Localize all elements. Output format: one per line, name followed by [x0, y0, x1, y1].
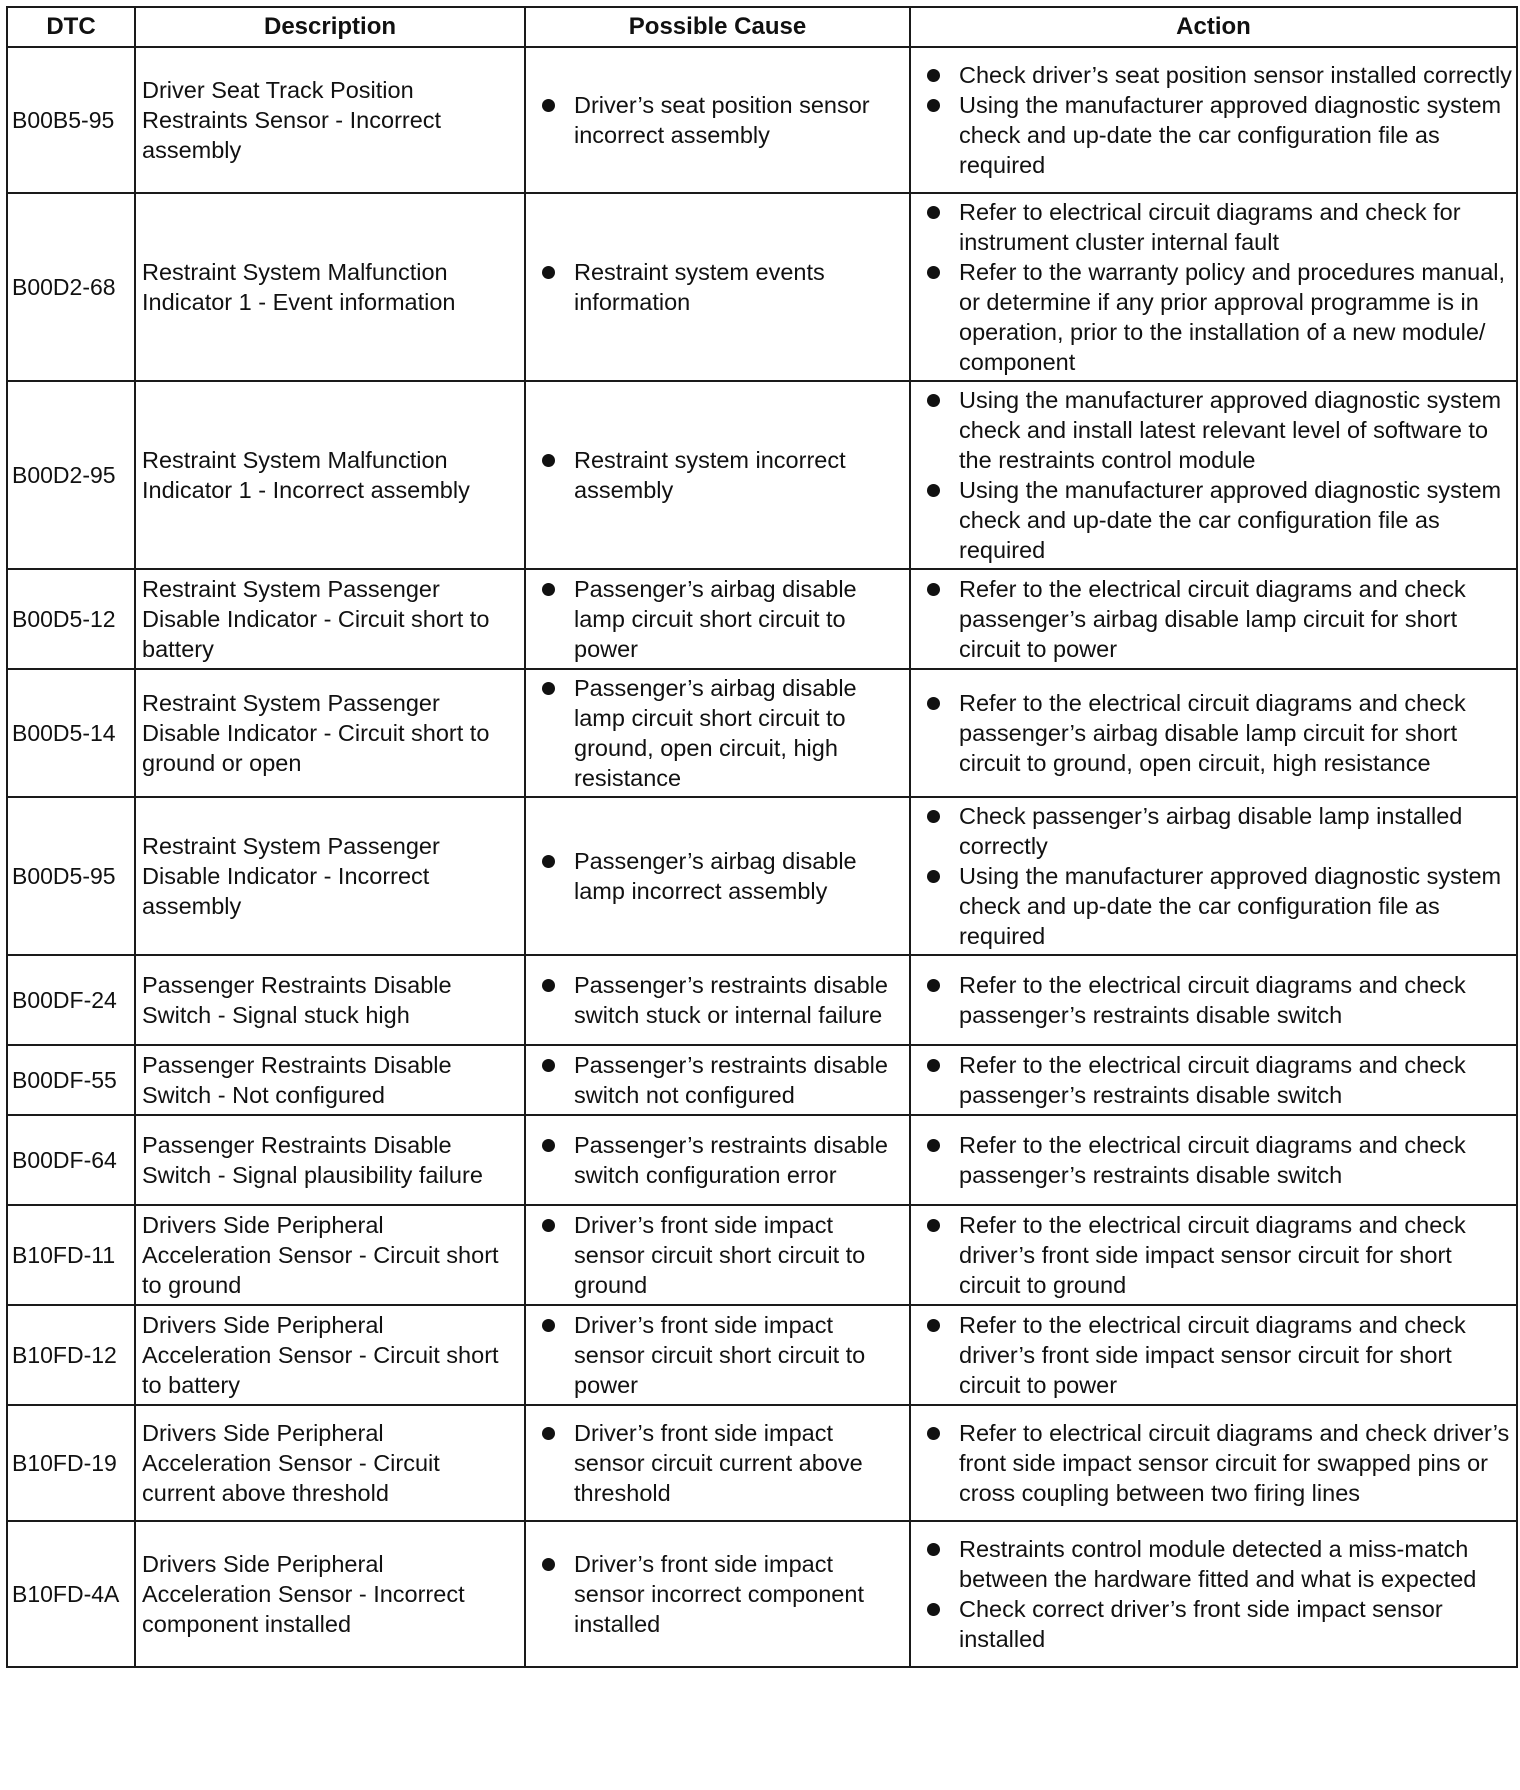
possible-cause-item: Driver’s front side impact sensor circuit current above threshold — [540, 1418, 905, 1508]
possible-cause-item: Restraint system events information — [540, 257, 905, 317]
possible-cause-cell — [525, 1521, 910, 1667]
header-row — [7, 7, 1517, 47]
dtc-code: B10FD-12 — [7, 1305, 135, 1405]
possible-cause-cell — [525, 1205, 910, 1305]
possible-cause-cell — [525, 569, 910, 669]
dtc-table — [6, 6, 1518, 1668]
table-row — [7, 1305, 1517, 1405]
possible-cause-item: Passenger’s airbag disable lamp circuit short circuit to power — [540, 574, 905, 664]
action-cell — [910, 1205, 1517, 1305]
dtc-code: B00DF-24 — [7, 955, 135, 1045]
header-possible-cause: Possible Cause — [525, 7, 910, 47]
table-row — [7, 381, 1517, 569]
possible-cause-item: Passenger’s airbag disable lamp incorrect assembly — [540, 846, 905, 906]
possible-cause-list — [540, 846, 905, 906]
possible-cause-list — [540, 257, 905, 317]
dtc-description: Passenger Restraints Disable Switch - Not configured — [135, 1045, 525, 1115]
action-item: Using the manufacturer approved diagnostic system check and up-date the car configuration file as required — [925, 90, 1512, 180]
action-list — [925, 970, 1512, 1030]
dtc-description: Driver Seat Track Position Restraints Sensor - Incorrect assembly — [135, 47, 525, 193]
table-row — [7, 1205, 1517, 1305]
document-page — [6, 6, 1516, 1668]
dtc-description: Drivers Side Peripheral Acceleration Sensor - Incorrect component installed — [135, 1521, 525, 1667]
action-cell — [910, 569, 1517, 669]
action-cell — [910, 1045, 1517, 1115]
dtc-description: Restraint System Malfunction Indicator 1 - Event information — [135, 193, 525, 381]
possible-cause-list — [540, 1130, 905, 1190]
table-body — [7, 47, 1517, 1667]
possible-cause-list — [540, 574, 905, 664]
table-row — [7, 569, 1517, 669]
dtc-description: Passenger Restraints Disable Switch - Signal stuck high — [135, 955, 525, 1045]
possible-cause-item: Passenger’s restraints disable switch configuration error — [540, 1130, 905, 1190]
possible-cause-cell — [525, 797, 910, 955]
possible-cause-item: Driver’s seat position sensor incorrect assembly — [540, 90, 905, 150]
action-item: Using the manufacturer approved diagnostic system check and up-date the car configuration file as required — [925, 861, 1512, 951]
possible-cause-item: Restraint system incorrect assembly — [540, 445, 905, 505]
possible-cause-item: Driver’s front side impact sensor circuit short circuit to power — [540, 1310, 905, 1400]
dtc-description: Restraint System Passenger Disable Indicator - Incorrect assembly — [135, 797, 525, 955]
dtc-description: Restraint System Passenger Disable Indicator - Circuit short to battery — [135, 569, 525, 669]
action-cell — [910, 669, 1517, 797]
dtc-code: B00B5-95 — [7, 47, 135, 193]
action-cell — [910, 47, 1517, 193]
header-action: Action — [910, 7, 1517, 47]
possible-cause-list — [540, 445, 905, 505]
possible-cause-list — [540, 1050, 905, 1110]
action-item: Refer to electrical circuit diagrams and check driver’s front side impact sensor circuit for swapped pins or cross coupling between two firing lines — [925, 1418, 1512, 1508]
table-row — [7, 1115, 1517, 1205]
action-list — [925, 1050, 1512, 1110]
possible-cause-cell — [525, 381, 910, 569]
possible-cause-item: Passenger’s restraints disable switch stuck or internal failure — [540, 970, 905, 1030]
dtc-code: B10FD-11 — [7, 1205, 135, 1305]
dtc-description: Drivers Side Peripheral Acceleration Sensor - Circuit short to ground — [135, 1205, 525, 1305]
possible-cause-cell — [525, 1045, 910, 1115]
possible-cause-list — [540, 1549, 905, 1639]
possible-cause-list — [540, 1210, 905, 1300]
action-list — [925, 574, 1512, 664]
action-list — [925, 60, 1512, 180]
action-item: Refer to the electrical circuit diagrams and check passenger’s airbag disable lamp circuit for short circuit to power — [925, 574, 1512, 664]
dtc-code: B00D2-95 — [7, 381, 135, 569]
dtc-code: B10FD-4A — [7, 1521, 135, 1667]
action-cell — [910, 955, 1517, 1045]
possible-cause-item: Driver’s front side impact sensor incorrect component installed — [540, 1549, 905, 1639]
action-list — [925, 197, 1512, 377]
possible-cause-cell — [525, 669, 910, 797]
action-cell — [910, 797, 1517, 955]
action-item: Check correct driver’s front side impact sensor installed — [925, 1594, 1512, 1654]
action-list — [925, 801, 1512, 951]
dtc-description: Restraint System Malfunction Indicator 1 - Incorrect assembly — [135, 381, 525, 569]
possible-cause-cell — [525, 955, 910, 1045]
action-item: Restraints control module detected a miss-match between the hardware fitted and what is expected — [925, 1534, 1512, 1594]
dtc-code: B00DF-64 — [7, 1115, 135, 1205]
action-cell — [910, 1305, 1517, 1405]
dtc-code: B00D5-14 — [7, 669, 135, 797]
action-item: Using the manufacturer approved diagnostic system check and up-date the car configuration file as required — [925, 475, 1512, 565]
table-row — [7, 669, 1517, 797]
action-item: Refer to the electrical circuit diagrams and check passenger’s restraints disable switch — [925, 1050, 1512, 1110]
action-item: Refer to the electrical circuit diagrams and check passenger’s restraints disable switch — [925, 1130, 1512, 1190]
possible-cause-item: Passenger’s airbag disable lamp circuit short circuit to ground, open circuit, high resistance — [540, 673, 905, 793]
dtc-code: B00D5-12 — [7, 569, 135, 669]
action-item: Check passenger’s airbag disable lamp installed correctly — [925, 801, 1512, 861]
table-row — [7, 1405, 1517, 1521]
table-row — [7, 1521, 1517, 1667]
dtc-description: Passenger Restraints Disable Switch - Signal plausibility failure — [135, 1115, 525, 1205]
action-item: Refer to the electrical circuit diagrams and check driver’s front side impact sensor circuit for short circuit to power — [925, 1310, 1512, 1400]
possible-cause-cell — [525, 1405, 910, 1521]
dtc-code: B00D5-95 — [7, 797, 135, 955]
possible-cause-cell — [525, 193, 910, 381]
table-row — [7, 1045, 1517, 1115]
possible-cause-cell — [525, 1115, 910, 1205]
action-list — [925, 385, 1512, 565]
dtc-code: B00D2-68 — [7, 193, 135, 381]
dtc-code: B00DF-55 — [7, 1045, 135, 1115]
action-item: Using the manufacturer approved diagnostic system check and install latest relevant level of software to the restraints control module — [925, 385, 1512, 475]
action-cell — [910, 1115, 1517, 1205]
header-dtc: DTC — [7, 7, 135, 47]
table-row — [7, 797, 1517, 955]
possible-cause-item: Driver’s front side impact sensor circuit short circuit to ground — [540, 1210, 905, 1300]
table-row — [7, 193, 1517, 381]
possible-cause-list — [540, 90, 905, 150]
action-item: Refer to electrical circuit diagrams and check for instrument cluster internal fault — [925, 197, 1512, 257]
table-row — [7, 955, 1517, 1045]
action-list — [925, 1418, 1512, 1508]
action-cell — [910, 1405, 1517, 1521]
dtc-description: Restraint System Passenger Disable Indicator - Circuit short to ground or open — [135, 669, 525, 797]
action-item: Refer to the electrical circuit diagrams and check passenger’s restraints disable switch — [925, 970, 1512, 1030]
action-list — [925, 1130, 1512, 1190]
action-list — [925, 688, 1512, 778]
possible-cause-list — [540, 1310, 905, 1400]
action-list — [925, 1210, 1512, 1300]
action-item: Refer to the electrical circuit diagrams and check passenger’s airbag disable lamp circuit for short circuit to ground, open circuit, high resistance — [925, 688, 1512, 778]
dtc-description: Drivers Side Peripheral Acceleration Sensor - Circuit current above threshold — [135, 1405, 525, 1521]
possible-cause-item: Passenger’s restraints disable switch not configured — [540, 1050, 905, 1110]
action-item: Refer to the electrical circuit diagrams and check driver’s front side impact sensor circuit for short circuit to ground — [925, 1210, 1512, 1300]
possible-cause-cell — [525, 1305, 910, 1405]
dtc-description: Drivers Side Peripheral Acceleration Sensor - Circuit short to battery — [135, 1305, 525, 1405]
action-cell — [910, 381, 1517, 569]
action-item: Refer to the warranty policy and procedures manual, or determine if any prior approval programme is in operation, prior to the installation of a new module/ component — [925, 257, 1512, 377]
possible-cause-list — [540, 1418, 905, 1508]
header-description: Description — [135, 7, 525, 47]
action-list — [925, 1310, 1512, 1400]
possible-cause-cell — [525, 47, 910, 193]
possible-cause-list — [540, 673, 905, 793]
action-cell — [910, 193, 1517, 381]
action-list — [925, 1534, 1512, 1654]
possible-cause-list — [540, 970, 905, 1030]
table-row — [7, 47, 1517, 193]
action-item: Check driver’s seat position sensor installed correctly — [925, 60, 1512, 90]
dtc-code: B10FD-19 — [7, 1405, 135, 1521]
table-header — [7, 7, 1517, 47]
action-cell — [910, 1521, 1517, 1667]
